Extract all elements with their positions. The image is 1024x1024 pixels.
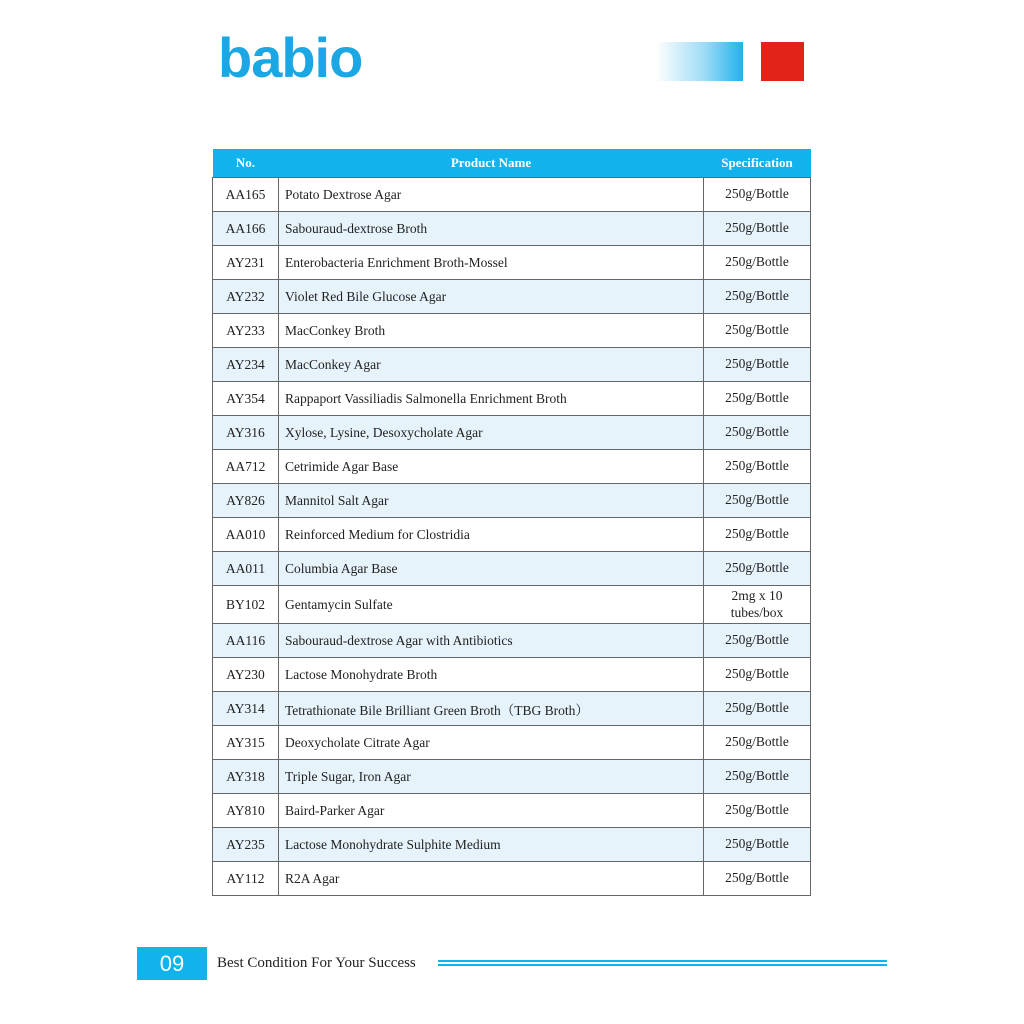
product-number: AY315: [213, 726, 279, 760]
product-number: AY231: [213, 246, 279, 280]
product-number: AY826: [213, 484, 279, 518]
table-row: [213, 726, 811, 760]
product-specification: 250g/Bottle: [704, 484, 811, 518]
product-number: AA712: [213, 450, 279, 484]
table-row: [213, 862, 811, 896]
product-specification: 250g/Bottle: [704, 348, 811, 382]
product-specification: 250g/Bottle: [704, 658, 811, 692]
table-body: [213, 178, 811, 896]
header-no: No.: [213, 149, 279, 178]
table-row: [213, 518, 811, 552]
table-row: [213, 348, 811, 382]
red-square-decoration: [761, 42, 804, 81]
brand-logo: babio: [218, 26, 363, 89]
product-specification: 250g/Bottle: [704, 178, 811, 212]
product-specification: 250g/Bottle: [704, 212, 811, 246]
table-row: [213, 212, 811, 246]
product-number: AY230: [213, 658, 279, 692]
product-number: AY232: [213, 280, 279, 314]
product-specification: 2mg x 10 tubes/box: [704, 586, 811, 624]
product-name: Potato Dextrose Agar: [279, 178, 704, 212]
product-name: Baird-Parker Agar: [279, 794, 704, 828]
header-specification: Specification: [704, 149, 811, 178]
product-name: MacConkey Agar: [279, 348, 704, 382]
product-name: Xylose, Lysine, Desoxycholate Agar: [279, 416, 704, 450]
product-number: AA165: [213, 178, 279, 212]
product-name: Sabouraud-dextrose Agar with Antibiotics: [279, 624, 704, 658]
product-number: AY318: [213, 760, 279, 794]
footer-rule: [438, 960, 887, 969]
product-number: AA010: [213, 518, 279, 552]
product-number: AY233: [213, 314, 279, 348]
product-name: Reinforced Medium for Clostridia: [279, 518, 704, 552]
gradient-decoration: [656, 42, 743, 81]
table-row: [213, 382, 811, 416]
table-row: [213, 760, 811, 794]
product-name: Lactose Monohydrate Broth: [279, 658, 704, 692]
product-number: AY112: [213, 862, 279, 896]
product-name: Columbia Agar Base: [279, 552, 704, 586]
product-name: Enterobacteria Enrichment Broth-Mossel: [279, 246, 704, 280]
product-name: MacConkey Broth: [279, 314, 704, 348]
product-specification: 250g/Bottle: [704, 794, 811, 828]
product-name: Tetrathionate Bile Brilliant Green Broth（TBG Broth）: [279, 692, 704, 726]
product-number: AY354: [213, 382, 279, 416]
table-row: [213, 692, 811, 726]
product-specification: 250g/Bottle: [704, 416, 811, 450]
table-row: [213, 484, 811, 518]
table-row: [213, 552, 811, 586]
product-specification: 250g/Bottle: [704, 450, 811, 484]
page-number: 09: [137, 947, 207, 980]
product-name: Cetrimide Agar Base: [279, 450, 704, 484]
table-row: [213, 314, 811, 348]
product-name: Deoxycholate Citrate Agar: [279, 726, 704, 760]
table-row: [213, 178, 811, 212]
table-row: [213, 828, 811, 862]
product-specification: 250g/Bottle: [704, 246, 811, 280]
product-number: AA116: [213, 624, 279, 658]
product-name: Sabouraud-dextrose Broth: [279, 212, 704, 246]
product-specification: 250g/Bottle: [704, 692, 811, 726]
product-number: AA011: [213, 552, 279, 586]
product-specification: 250g/Bottle: [704, 624, 811, 658]
product-specification: 250g/Bottle: [704, 726, 811, 760]
table-row: [213, 280, 811, 314]
table-row: [213, 450, 811, 484]
product-specification: 250g/Bottle: [704, 828, 811, 862]
product-specification: 250g/Bottle: [704, 760, 811, 794]
table-row: [213, 794, 811, 828]
product-number: BY102: [213, 586, 279, 624]
product-number: AY234: [213, 348, 279, 382]
table-row: [213, 586, 811, 624]
product-number: AY314: [213, 692, 279, 726]
product-name: Triple Sugar, Iron Agar: [279, 760, 704, 794]
product-name: Rappaport Vassiliadis Salmonella Enrichment Broth: [279, 382, 704, 416]
product-name: Lactose Monohydrate Sulphite Medium: [279, 828, 704, 862]
product-specification: 250g/Bottle: [704, 862, 811, 896]
table-row: [213, 246, 811, 280]
product-specification: 250g/Bottle: [704, 382, 811, 416]
product-number: AA166: [213, 212, 279, 246]
product-name: Violet Red Bile Glucose Agar: [279, 280, 704, 314]
product-name: Mannitol Salt Agar: [279, 484, 704, 518]
product-table: [212, 149, 811, 896]
product-number: AY810: [213, 794, 279, 828]
header-product-name: Product Name: [279, 149, 704, 178]
table-header-row: [213, 149, 811, 178]
table-row: [213, 416, 811, 450]
product-specification: 250g/Bottle: [704, 280, 811, 314]
table-row: [213, 624, 811, 658]
product-specification: 250g/Bottle: [704, 314, 811, 348]
product-name: Gentamycin Sulfate: [279, 586, 704, 624]
product-number: AY235: [213, 828, 279, 862]
product-number: AY316: [213, 416, 279, 450]
product-specification: 250g/Bottle: [704, 552, 811, 586]
product-specification: 250g/Bottle: [704, 518, 811, 552]
product-name: R2A Agar: [279, 862, 704, 896]
footer-slogan: Best Condition For Your Success: [217, 955, 416, 971]
table-row: [213, 658, 811, 692]
